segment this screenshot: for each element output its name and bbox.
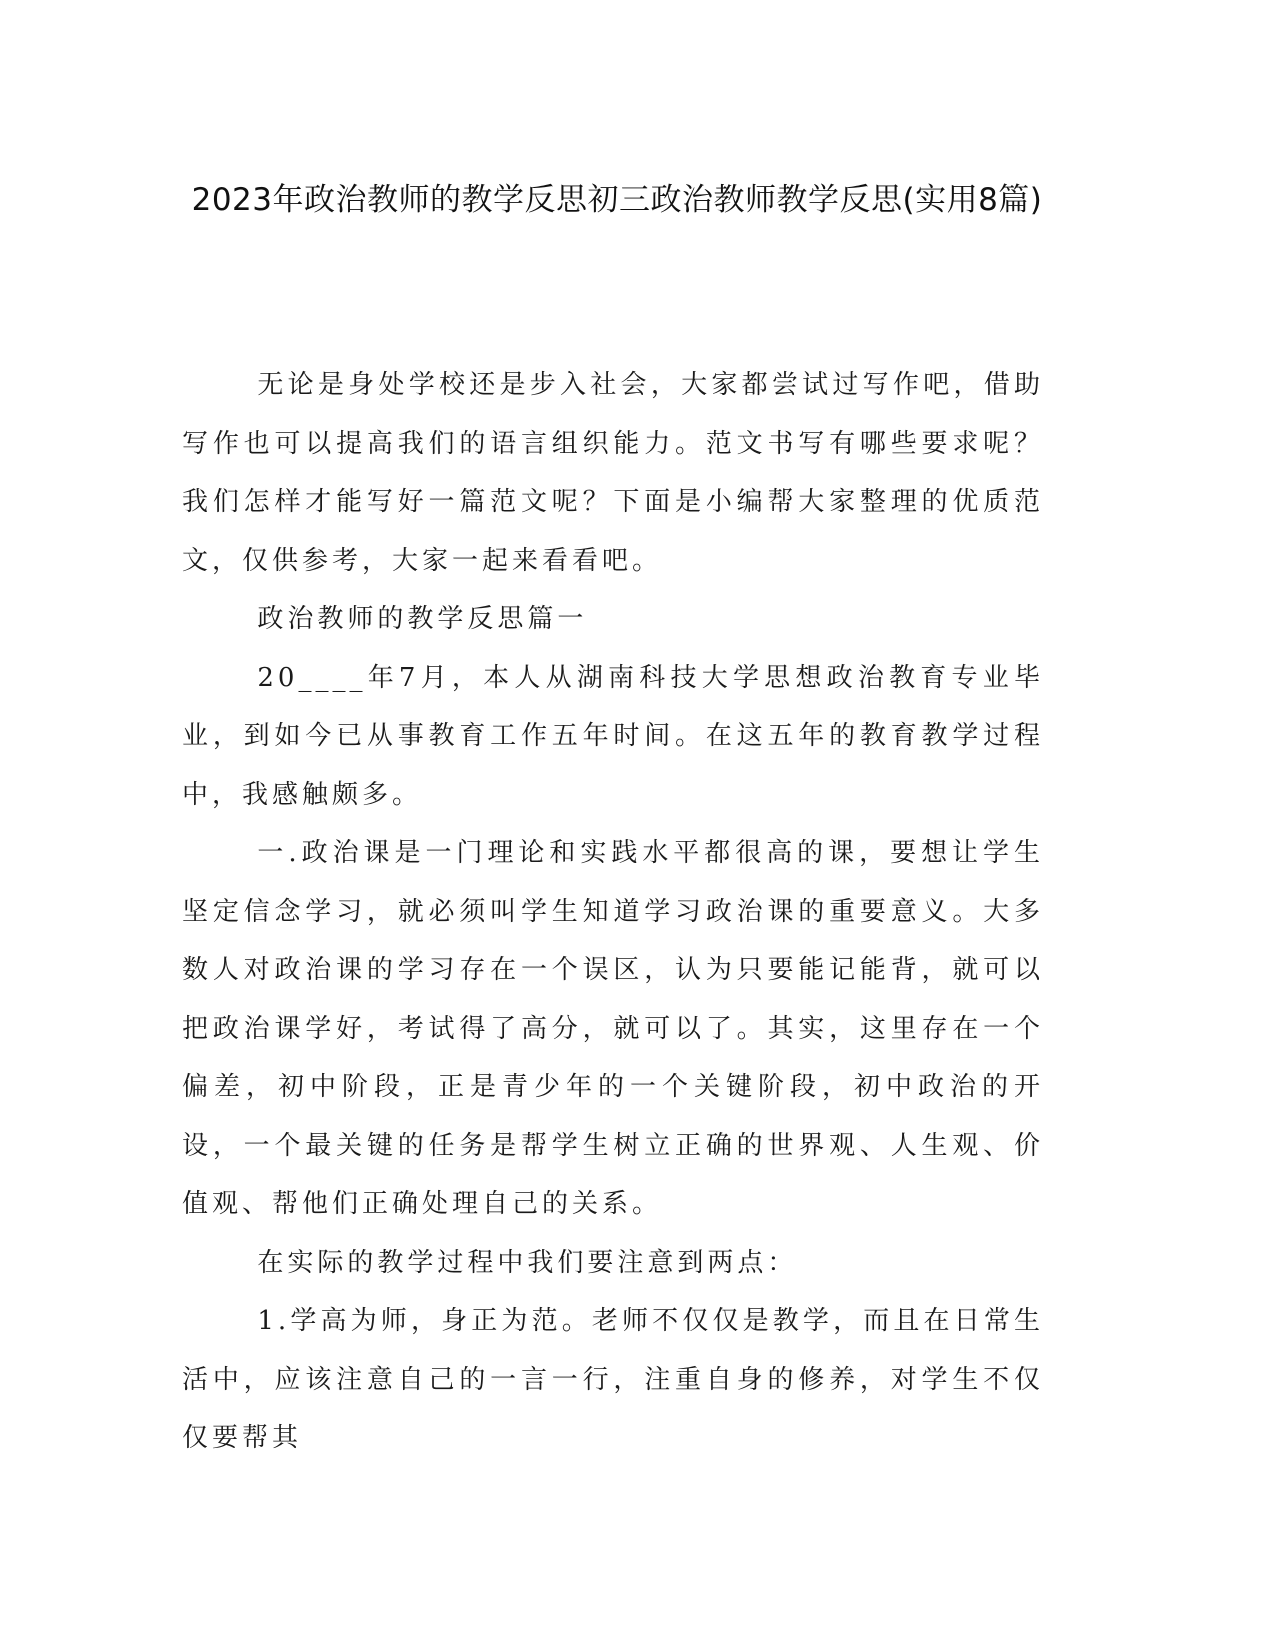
body-paragraph: 在实际的教学过程中我们要注意到两点： bbox=[257, 1247, 798, 1278]
body-paragraph: 20____年7月，本人从湖南科技大学思想政治教育专业毕业，到如今已从事教育工作五年时间。在这五年的教育教学过程中，我感触颇多。 bbox=[182, 662, 1044, 810]
body-paragraph: 1.学高为师，身正为范。老师不仅仅是教学，而且在日常生活中，应该注意自己的一言一行，注重自身的修养，对学生不仅仅要帮其 bbox=[182, 1306, 1044, 1453]
body-paragraph: 一.政治课是一门理论和实践水平都很高的课，要想让学生坚定信念学习，就必须叫学生知道学习政治课的重要意义。大多数人对政治课的学习存在一个误区，认为只要能记能背，就可以把政治课学好，考试得了高分，就可以了。其实，这里存在一个偏差，初中阶段，正是青少年的一个关键阶段，初中政治的开设，一个最关键的任务是帮学生树立正确的世界观、人生观、价值观、帮他们正确处理自己的关系。 bbox=[182, 838, 1044, 1219]
intro-paragraph: 无论是身处学校还是步入社会，大家都尝试过写作吧，借助写作也可以提高我们的语言组织能力。范文书写有哪些要求呢？我们怎样才能写好一篇范文呢？下面是小编帮大家整理的优质范文，仅供参考，大家一起来看看吧。 bbox=[182, 370, 1044, 576]
document-body bbox=[182, 356, 1044, 1468]
section-heading: 政治教师的教学反思篇一 bbox=[257, 604, 588, 634]
document-title: 2023年政治教师的教学反思初三政治教师教学反思(实用8篇) bbox=[191, 182, 1043, 218]
